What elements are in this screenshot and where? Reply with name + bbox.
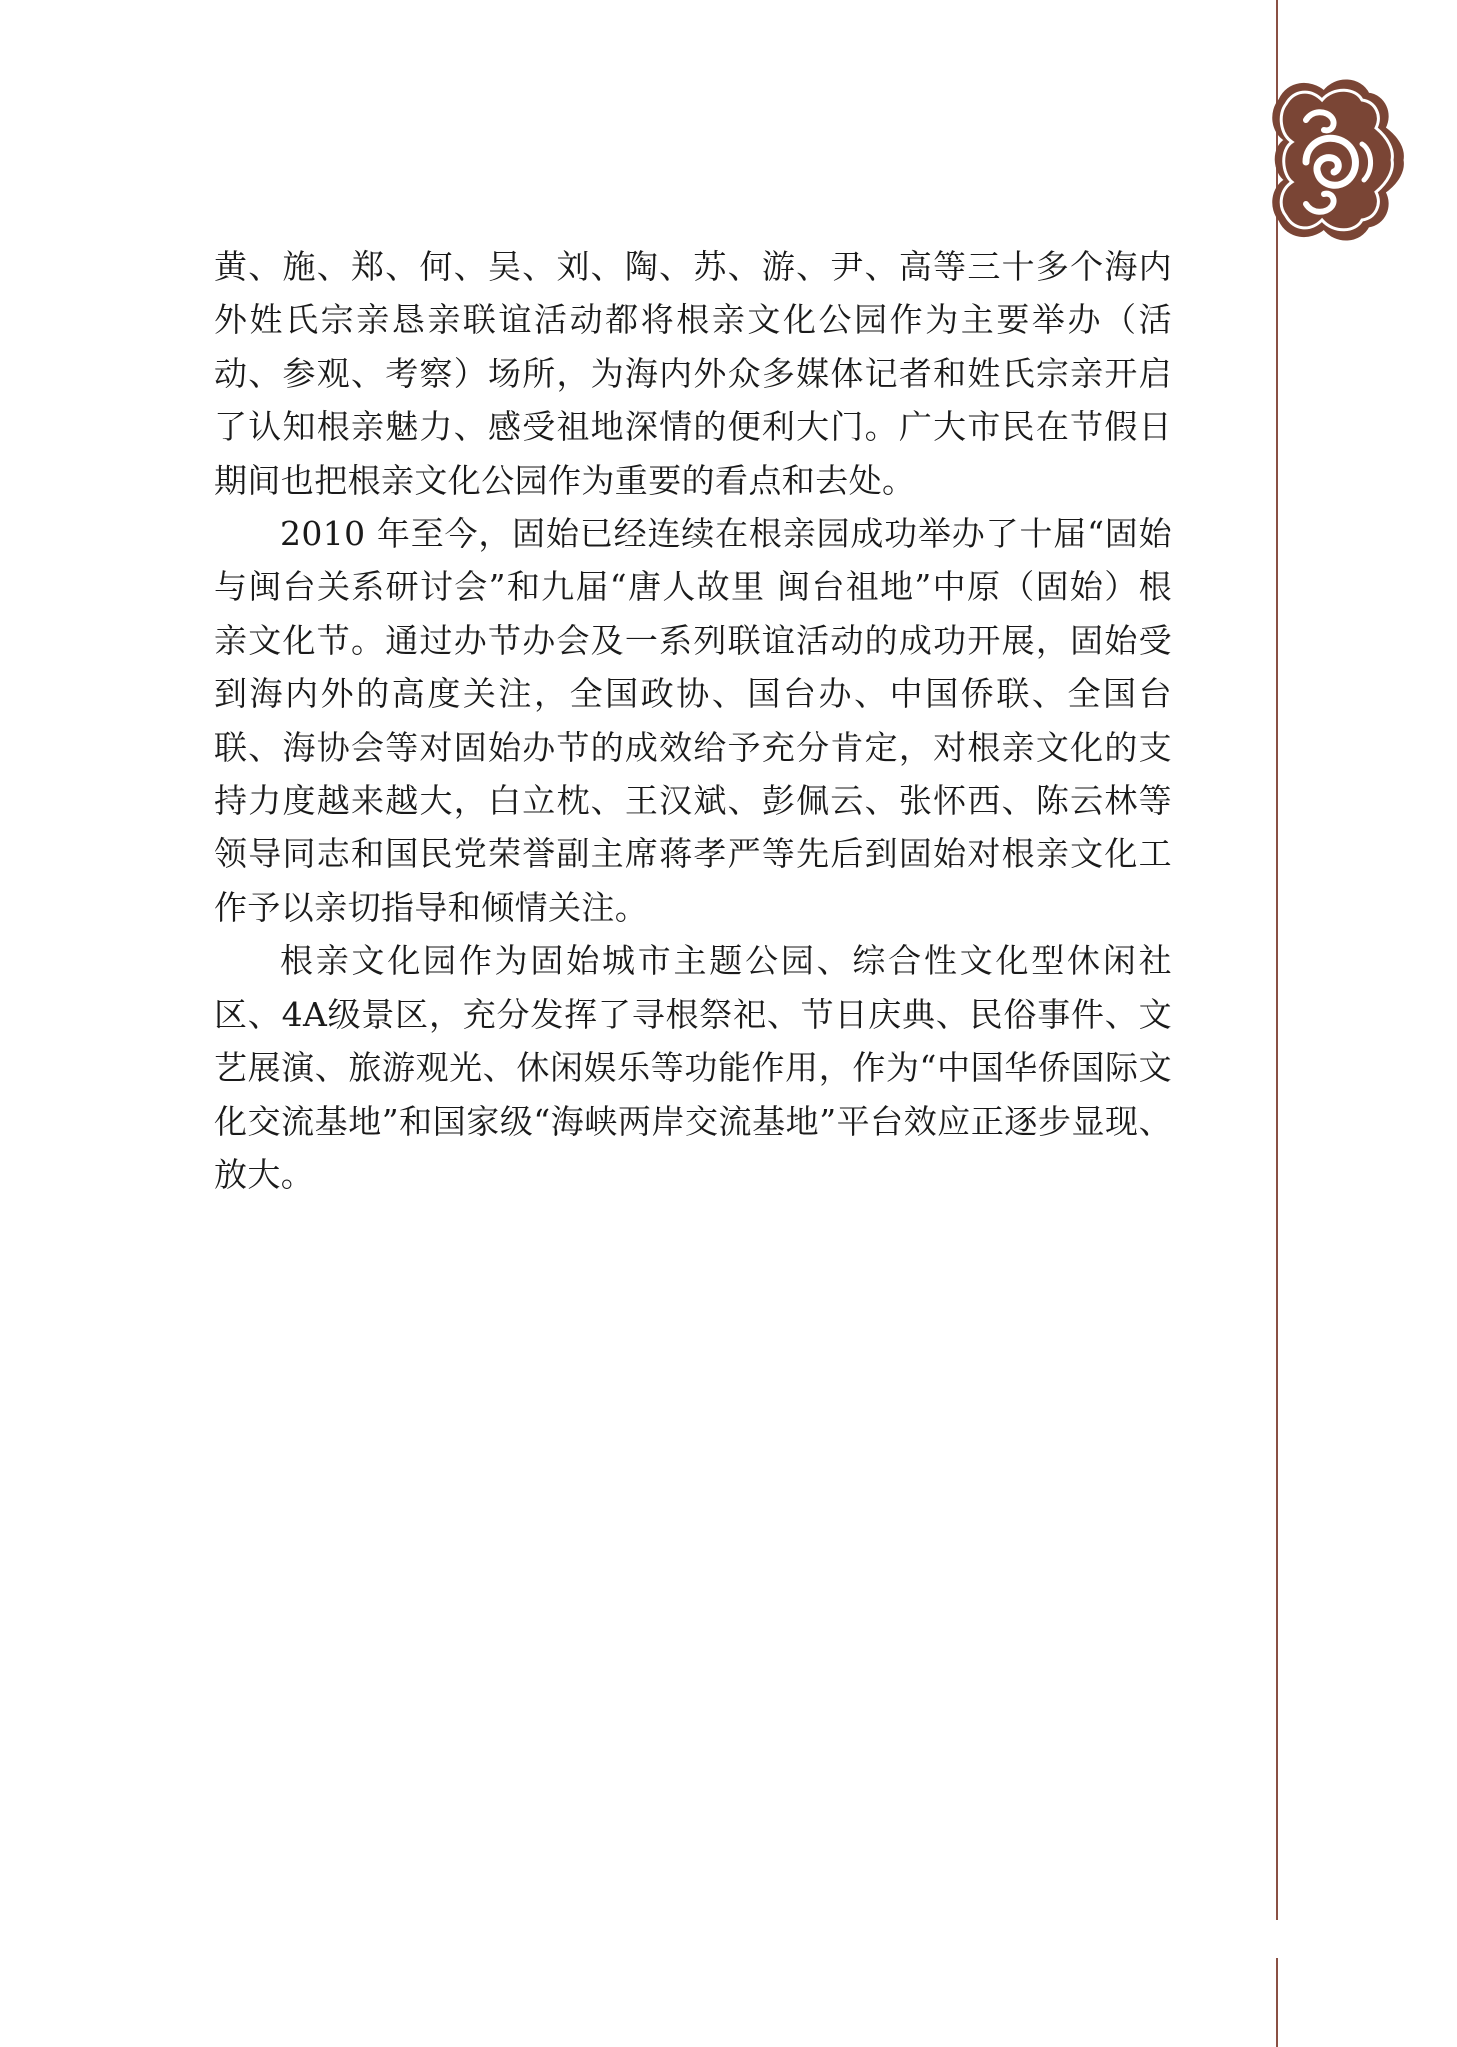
- auspicious-cloud-icon: [1266, 70, 1406, 250]
- margin-rule-upper: [1276, 0, 1278, 1920]
- margin-rule-lower: [1276, 1958, 1278, 2047]
- paragraph: 黄、施、郑、何、吴、刘、陶、苏、游、尹、高等三十多个海内外姓氏宗亲恳亲联谊活动都将根亲文化公园作为主要举办（活动、参观、考察）场所，为海内外众多媒体记者和姓氏宗亲开启了认知根亲魅力、感受祖地深情的便利大门。广大市民在节假日期间也把根亲文化公园作为重要的看点和去处。: [214, 247, 1172, 500]
- body-text: [214, 240, 1172, 1201]
- paragraph: 2010 年至今，固始已经连续在根亲园成功举办了十届“固始与闽台关系研讨会”和九届“唐人故里 闽台祖地”中原（固始）根亲文化节。通过办节办会及一系列联谊活动的成功开展，固始受到海内外的高度关注，全国政协、国台办、中国侨联、全国台联、海协会等对固始办节的成效给予充分肯定，对根亲文化的支持力度越来越大，白立枕、王汉斌、彭佩云、张怀西、陈云林等领导同志和国民党荣誉副主席蒋孝严等先后到固始对根亲文化工作予以亲切指导和倾情关注。: [214, 514, 1172, 927]
- paragraph: 根亲文化园作为固始城市主题公园、综合性文化型休闲社区、4A级景区，充分发挥了寻根祭祀、节日庆典、民俗事件、文艺展演、旅游观光、休闲娱乐等功能作用，作为“中国华侨国际文化交流基地”和国家级“海峡两岸交流基地”平台效应正逐步显现、放大。: [214, 941, 1172, 1194]
